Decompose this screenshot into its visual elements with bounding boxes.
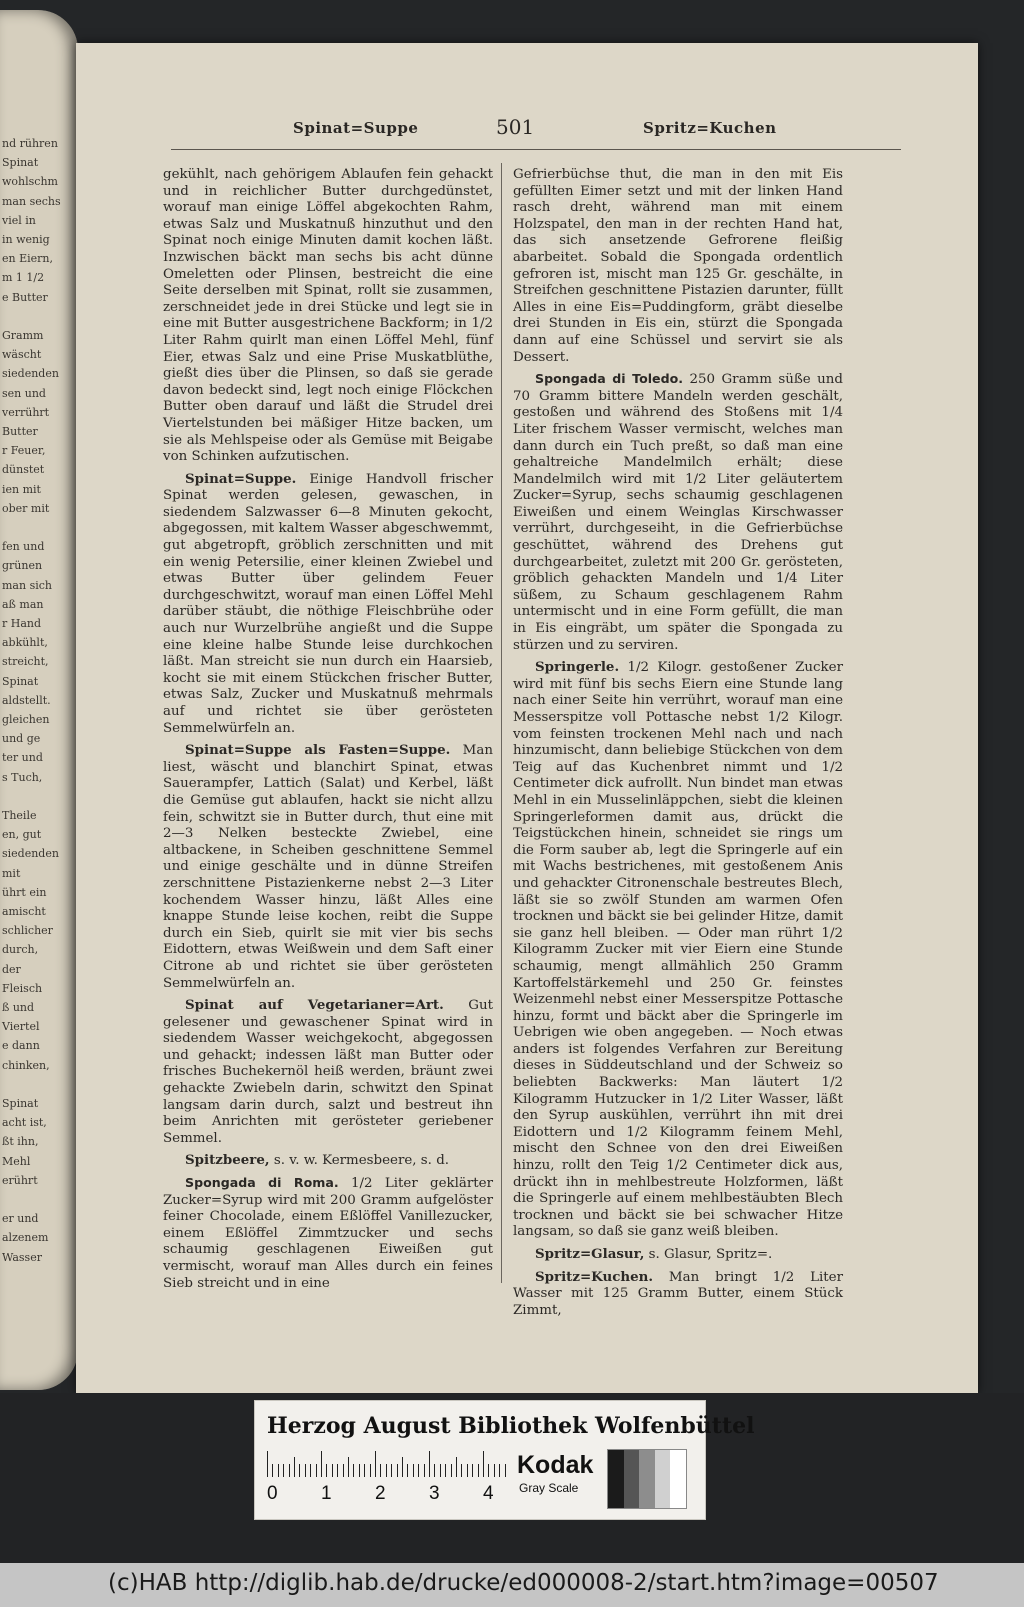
ruler-tick [272,1464,273,1477]
ruler-tick [278,1464,279,1477]
ruler-tick [391,1464,392,1477]
ruler-tick [488,1464,489,1477]
ruler-tick [305,1464,306,1477]
scale-ruler [267,1451,509,1477]
left-page-fragment: en Eiern, [2,252,53,266]
footer-bar [0,1563,1024,1607]
entry-text: 250 Gramm süße und 70 Gramm bittere Mandeln werden geschält, gestoßen und während des Stoßens mit 1/4 Liter frischem Wasser vermischt, welches man dann durch ein Tuch preßt, so daß man eine gehaltreiche Mandelmilch erhält; diese Mandelmilch wird mit 1/2 Liter geläutertem Zucker=Syrup, sechs schaumig geschlagenen Eiweißen und einem Weinglas Kirschwasser verrührt, durchgeseiht, in die Gefrierbüchse geschüttet, während des Drehens gut durchgearbeitet, zuletzt mit 200 Gr. gerösteten, gröblich gehackten Mandeln und 1/4 Liter süßem, zu Schaum geschlagenem Rahm untermischt und in eine Form gefüllt, die man in Eis eingräbt, um später die Spongada zu stürzen und zu serviren. [513,372,843,653]
left-page-fragment: in wenig [2,233,50,246]
left-page-fragment: er und [2,1212,39,1226]
ruler-tick [456,1457,457,1477]
left-page-fragment: streicht, [2,655,49,669]
ruler-tick [483,1451,484,1477]
book-page [76,43,978,1393]
ruler-tick [440,1464,441,1477]
scale-number: 2 [375,1483,386,1504]
dictionary-entry [513,167,843,366]
ruler-tick [316,1464,317,1477]
left-page-fragment: Spinat [2,156,39,170]
dictionary-entry [513,371,843,654]
dictionary-entry [163,1152,493,1170]
left-page-fragment: m 1 1/2 [2,271,45,285]
left-page-fragment: r Feuer, [2,444,46,458]
entry-text: Man liest, wäscht und blanchirt Spinat, etwas Sauerampfer, Lattich (Salat) und Kerbel, läßt die Gemüse gut ablaufen, hackt sie nicht allzu fein, schwitzt sie in Butter durch, thut eine mit 2—3 Nelken besteckte Zwiebel, eine altbackene, in Scheiben geschnittene Semmel und einige geschälte und in dünne Streifen zerschnittene Pistazienkerne nebst 2—3 Liter kochendem Wasser hinzu, läßt Alles eine knappe Stunde leise kochen, reibt die Suppe durch ein Sieb, quirlt sie mit vier bis sechs Eidottern, etwas Weißwein und dem Saft einer Citrone ab und richtet sie über gerösteten Semmelwürfeln an. [163,743,493,991]
left-page-fragment: siedenden [2,847,59,861]
entry-headword: Spinat auf Vegetarianer=Art. [185,997,444,1014]
left-page-fragment: en, gut [2,828,42,842]
scale-number: 4 [483,1483,494,1504]
left-page-fragment: sen und [2,386,46,400]
ruler-tick [267,1451,268,1477]
left-page-fragment: siedenden [2,367,59,381]
left-column [163,167,493,1292]
entry-headword: Spinat=Suppe. [185,470,297,487]
entry-text: Gut gelesener und gewaschener Spinat wird in siedendem Wasser weichgekocht, abgegossen und gehackt; indessen läßt man Butter oder frisches Buchekernöl heiß werden, bräunt zwei gehackte Zwiebeln darin, schwitzt den Spinat langsam darin durch, salzt und bestreut ihn beim Anrichten mit gerösteter geriebener Semmel. [163,998,493,1146]
right-column [513,167,843,1319]
header-rule [171,149,901,150]
entry-text: Gefrierbüchse thut, die man in den mit Eis gefüllten Eimer setzt und mit der linken Hand rasch dreht, während man mit einem Holzspatel, den man in der rechten Hand hat, das sich ansetzende Gefrorene fleißig abarbeitet. Sobald die Spongada ordentlich gefroren ist, mischt man 125 Gr. geschälte, in Streifchen geschnittene Pistazien darunter, füllt Alles in eine Eis=Puddingform, gräbt dieselbe drei Stunden in Eis ein, stürzt die Spongada dann auf eine Schüssel und servirt sie als Dessert. [513,167,843,365]
left-page-fragment: ober mit [2,501,50,515]
left-page-fragment: aldstellt. [2,693,51,707]
left-page-fragment: r Hand [2,617,42,630]
entry-text: 1/2 Kilogr. gestoßener Zucker wird mit fünf bis sechs Eiern eine Stunde lang nach einer Seite hin verrührt, worauf man eine Messerspitze voll Pottasche nebst 1/2 Kilogr. vom feinsten trockenen Mehl nach und nach hinzumischt, dann beliebige Stückchen von dem Teig auf das Kuchenbret nimmt und 1/2 Centimeter dick aufrollt. Nun bindet man etwas Mehl in ein Musselinläppchen, siebt die kleinen Springerleformen damit aus, drückt die Teigstückchen hinein, schneidet sie rings um die Form sauber ab, legt die Springerle auf ein mit Wachs bestrichenes, mit gestoßenem Anis und gehackter Citronenschale bestreutes Blech, läßt sie so zwölf Stunden am warmen Ofen trocknen und bäckt sie bei gelinder Hitze, damit sie ganz hell bleiben. — Oder man rührt 1/2 Kilogramm Zucker mit vier Eiern eine Stunde schaumig, mengt allmählich 250 Gramm Kartoffelstärkemehl und 250 Gr. feinstes Weizenmehl nebst einer Messerspitze Pottasche hinzu, formt und bäckt aber die Springerle im Uebrigen wie oben angegeben. — Noch etwas anders ist folgendes Verfahren zur Bereitung dieses in Süddeutschland und der Schweiz so beliebten Backwerks: Man läutert 1/2 Kilogramm Hutzucker in 1/2 Liter Wasser, läßt den Syrup auskühlen, verrührt ihn mit drei Eidottern und 1/2 Kilogramm feinem Mehl, mischt den Schnee von den drei Eiweißen hinzu, rollt den Teig 1/2 Centimeter dick aus, drückt ihn in mehlbestreute Holzformen, läßt die Springerle auf einem mehlbestäubten Blech trocknen und bäckt sie bei schwacher Hitze langsam, so daß sie ganz weiß bleiben. [513,660,843,1240]
ruler-tick [289,1464,290,1477]
ruler-tick [434,1464,435,1477]
left-page-fragment: Gramm [2,329,44,342]
entry-headword: Spinat=Suppe als Fasten=Suppe. [185,742,451,759]
entry-text: s. v. w. Kermesbeere, s. d. [273,1153,450,1169]
entry-text: gekühlt, nach gehörigem Ablaufen fein gehackt und in reichlicher Butter durchgedünstet, worauf man einige Löffel abgekochten Rahm, etwas Salz und Muskatnuß hinzuthut und den Spinat noch einige Minuten damit kochen läßt. Inzwischen bäckt man sechs bis acht dünne Omeletten oder Plinsen, bestreicht die eine Seite derselben mit Spinat, rollt sie zusammen, zerschneidet jede in drei Stücke und legt sie in eine mit Butter ausgestrichene Backform; in 1/2 Liter Rahm quirlt man einen Löffel Mehl, fünf Eier, etwas Salz und eine Prise Muskatblüthe, gießt dies über die Plinsen, so daß sie gerade davon bedeckt sind, legt noch einige Flöckchen Butter oben darauf und läßt die Strudel drei Viertelstunden bei mäßiger Hitze backen, um sie als Mehlspeise oder als Gemüse mit Beigabe von Schinken aufzutischen. [163,167,493,465]
gray-swatch [639,1450,655,1508]
scale-number: 3 [429,1483,440,1504]
left-page-fragment: man sechs [2,194,61,208]
entry-headword: Spritz=Glasur, [535,1246,645,1262]
entry-text: s. Glasur, Spritz=. [648,1247,773,1262]
entry-headword: Spongada di Roma. [185,1175,339,1191]
gray-swatch [670,1450,686,1508]
left-page-fragment: s Tuch, [2,770,43,784]
gray-swatch [608,1450,624,1508]
ruler-tick [413,1464,414,1477]
entry-text: Einige Handvoll frischer Spinat werden gelesen, gewaschen, in siedendem Salzwasser 6—8 Minuten gekocht, abgegossen, mit kaltem Wasser abgeschwemmt, gut abgetropft, gröblich zerschnitten und mit ein wenig Petersilie, einer kleinen Zwiebel und etwas Butter über gelindem Feuer durchgeschwitzt, worauf man einen Löffel Mehl darüber stäubt, die nöthige Fleischbrühe oder auch nur Wurzelbrühe angießt und die Suppe eine kleine halbe Stunde leise durchkochen läßt. Man streicht sie nun durch ein Haarsieb, kocht sie mit einem Stückchen frischer Butter, etwas Salz, Zucker und Muskatnuß mehrmals auf und richtet sie über gerösteten Semmelwürfeln an. [163,471,493,736]
left-page-fragment: wäscht [2,348,42,362]
header-right-title: Spritz=Kuchen [643,119,777,137]
left-page-fragment: acht ist, [2,1116,47,1130]
gray-swatch [655,1450,671,1508]
dictionary-entry [163,742,493,992]
left-page-fragment: mit [2,866,21,880]
left-page-fragment: schlicher [2,924,53,938]
scale-numbers [267,1483,527,1507]
ruler-tick [353,1464,354,1477]
dictionary-entry [163,167,493,466]
left-page-fragment: wohlschm [2,175,58,189]
left-page-fragment: Theile [2,809,37,822]
column-divider [501,163,502,1283]
entry-headword: Spitzbeere, [185,1152,270,1169]
scale-number: 1 [321,1483,332,1504]
scale-number: 0 [267,1483,278,1504]
left-page-fragment: ien mit [2,482,41,496]
left-page-fragment: Spinat [2,1097,39,1110]
library-name: Herzog August Bibliothek Wolfenbüttel [267,1413,755,1439]
dictionary-entry [163,1175,493,1292]
left-page-fragment: ührt ein [2,885,47,899]
left-page-fragment: verrührt [2,405,50,419]
left-page-fragment: Viertel [2,1020,40,1034]
ruler-tick [424,1464,425,1477]
left-page-fragment: e Butter [2,290,48,304]
ruler-tick [283,1464,284,1477]
ruler-tick [467,1464,468,1477]
left-page-fragment: und ge [2,732,41,746]
ruler-tick [337,1464,338,1477]
ruler-tick [359,1464,360,1477]
ruler-tick [294,1457,295,1477]
ruler-tick [332,1464,333,1477]
ruler-tick [364,1464,365,1477]
left-page-fragment: ßt ihn, [2,1135,39,1149]
left-page-fragment: Mehl [2,1154,31,1168]
left-page-fragment: e dann [2,1039,40,1053]
left-page-fragment: ß und [2,1001,35,1014]
ruler-tick [505,1464,506,1477]
left-page-fragment: aß man [2,597,44,611]
running-header [76,115,978,149]
dictionary-entry [513,1246,843,1264]
entry-text: 1/2 Liter geklärter Zucker=Syrup wird mit 200 Gramm aufgelöster feiner Chocolade, einem Eßlöffel Vanillezucker, einem Eßlöffel Zimmtzucker und sechs schaumig geschlagenen Eiweißen gut vermischt, worauf man Alles durch ein feines Sieb streicht und in eine [163,1176,493,1291]
gray-swatches [607,1449,687,1509]
left-page-fragment: erührt [2,1173,38,1187]
ruler-tick [310,1464,311,1477]
ruler-tick [348,1457,349,1477]
ruler-tick [402,1457,403,1477]
left-page-fragment: der [2,962,21,976]
ruler-tick [386,1464,387,1477]
left-page-fragment: Butter [2,425,38,438]
kodak-logo: Kodak [517,1451,594,1479]
dictionary-entry [513,659,843,1241]
left-page-fragment: chinken, [2,1058,50,1072]
left-page-fragment: viel in [2,213,36,227]
ruler-tick [299,1464,300,1477]
ruler-tick [429,1451,430,1477]
ruler-tick [494,1464,495,1477]
left-page-edge [0,10,78,1390]
ruler-tick [461,1464,462,1477]
ruler-tick [472,1464,473,1477]
left-page-fragment: Fleisch [2,981,43,995]
left-page-fragment: durch, [2,943,39,957]
ruler-tick [375,1451,376,1477]
left-page-fragment: amischt [2,905,46,918]
ruler-tick [499,1464,500,1477]
left-page-fragment: man sich [2,578,52,592]
ruler-tick [321,1451,322,1477]
left-page-fragment: alzenem [2,1231,49,1245]
entry-headword: Spongada di Toledo. [535,371,684,387]
left-page-fragment: Wasser [2,1250,42,1264]
color-card [254,1400,755,1520]
ruler-tick [451,1464,452,1477]
entry-text: Man bringt 1/2 Liter Wasser mit 125 Gramm Butter, einem Stück Zimmt, [513,1269,843,1318]
ruler-tick [343,1464,344,1477]
left-page-fragment: abkühlt, [2,636,48,650]
left-page-fragment: grünen [2,559,43,573]
gray-swatch [624,1450,640,1508]
entry-headword: Springerle. [535,659,620,676]
dictionary-entry [513,1269,843,1320]
ruler-tick [397,1464,398,1477]
ruler-tick [418,1464,419,1477]
entry-headword: Spritz=Kuchen. [535,1268,654,1285]
dictionary-entry [163,997,493,1147]
ruler-tick [380,1464,381,1477]
ruler-tick [326,1464,327,1477]
gray-scale-label: Gray Scale [519,1481,579,1495]
left-page-fragment: gleichen [2,713,50,726]
ruler-tick [445,1464,446,1477]
left-page-fragment: nd rühren [2,137,58,150]
footer-credit: (c)HAB http://diglib.hab.de/drucke/ed000008-2/start.htm?image=00507 [108,1570,939,1596]
left-page-fragment: dünstet [2,463,45,477]
page-number: 501 [496,115,535,139]
left-page-fragment: ter und [2,751,43,765]
ruler-tick [478,1464,479,1477]
left-page-fragment: Spinat [2,674,39,688]
ruler-tick [407,1464,408,1477]
header-left-title: Spinat=Suppe [293,119,419,137]
left-page-fragment: fen und [2,540,45,554]
ruler-tick [370,1464,371,1477]
dictionary-entry [163,471,493,738]
